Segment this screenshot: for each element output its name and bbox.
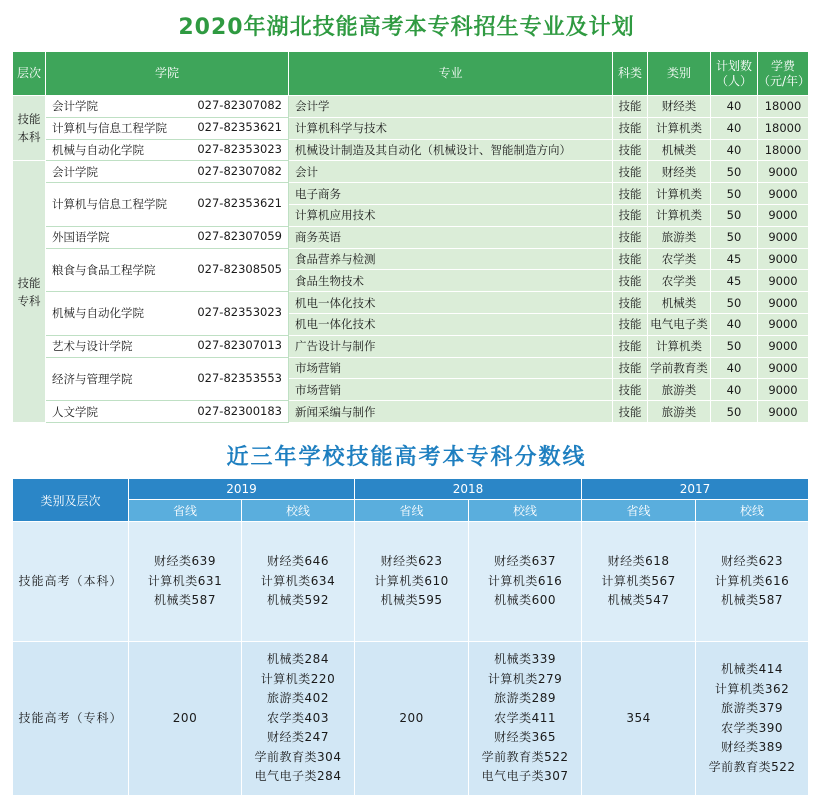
bachelor-label: 技能高考（本科） xyxy=(13,522,129,642)
header-category: 类别 xyxy=(648,52,711,96)
table-row xyxy=(13,139,809,161)
header-year-2018: 2018 xyxy=(355,479,582,500)
enrollment-plan-table xyxy=(12,51,809,423)
category-cell: 财经类 xyxy=(648,96,711,118)
quota-cell: 50 xyxy=(711,183,758,205)
subject-cell: 技能 xyxy=(613,401,648,423)
fee-cell: 9000 xyxy=(758,248,809,270)
junior-label: 技能高考（专科） xyxy=(13,642,129,796)
major-cell: 机电一体化技术 xyxy=(289,313,613,335)
quota-cell: 40 xyxy=(711,357,758,379)
major-cell: 计算机应用技术 xyxy=(289,204,613,226)
fee-cell: 9000 xyxy=(758,183,809,205)
fee-cell: 9000 xyxy=(758,313,809,335)
category-cell: 机械类 xyxy=(648,139,711,161)
category-cell: 计算机类 xyxy=(648,204,711,226)
scores-title: 近三年学校技能高考本专科分数线 xyxy=(226,445,587,470)
subject-cell: 技能 xyxy=(613,292,648,314)
quota-cell: 50 xyxy=(711,226,758,248)
quota-cell: 40 xyxy=(711,96,758,118)
score-cell-2017-provincial: 354 xyxy=(582,642,696,796)
major-cell: 会计 xyxy=(289,161,613,183)
score-cell-2017-school: 机械类414 计算机类362 旅游类379 农学类390 财经类389 学前教育类522 xyxy=(696,642,809,796)
major-cell: 广告设计与制作 xyxy=(289,335,613,357)
college-cell: 计算机与信息工程学院 027-82353621 xyxy=(46,183,289,227)
fee-cell: 18000 xyxy=(758,96,809,118)
fee-cell: 18000 xyxy=(758,139,809,161)
subject-cell: 技能 xyxy=(613,117,648,139)
score-cell-2018-provincial: 财经类623 计算机类610 机械类595 xyxy=(355,522,469,642)
quota-cell: 40 xyxy=(711,313,758,335)
subject-cell: 技能 xyxy=(613,379,648,401)
header-major: 专业 xyxy=(289,52,613,96)
major-cell: 新闻采编与制作 xyxy=(289,401,613,423)
score-cell-2019-school: 机械类284 计算机类220 旅游类402 农学类403 财经类247 学前教育类304 电气电子类284 xyxy=(242,642,355,796)
quota-cell: 40 xyxy=(711,139,758,161)
header-school: 校线 xyxy=(469,500,582,522)
fee-cell: 9000 xyxy=(758,204,809,226)
score-cell-2017-school: 财经类623 计算机类616 机械类587 xyxy=(696,522,809,642)
college-cell: 粮食与食品工程学院 027-82308505 xyxy=(46,248,289,292)
table-row xyxy=(13,96,809,118)
subject-cell: 技能 xyxy=(613,357,648,379)
table-row xyxy=(13,183,809,205)
subject-cell: 技能 xyxy=(613,270,648,292)
major-cell: 机电一体化技术 xyxy=(289,292,613,314)
fee-cell: 9000 xyxy=(758,292,809,314)
major-cell: 市场营销 xyxy=(289,357,613,379)
subject-cell: 技能 xyxy=(613,139,648,161)
subject-cell: 技能 xyxy=(613,248,648,270)
quota-cell: 45 xyxy=(711,270,758,292)
score-cell-2019-school: 财经类646 计算机类634 机械类592 xyxy=(242,522,355,642)
table-row xyxy=(13,161,809,183)
major-cell: 市场营销 xyxy=(289,379,613,401)
header-provincial: 省线 xyxy=(355,500,469,522)
major-cell: 食品生物技术 xyxy=(289,270,613,292)
table-row xyxy=(13,117,809,139)
category-cell: 学前教育类 xyxy=(648,357,711,379)
category-cell: 农学类 xyxy=(648,248,711,270)
college-cell: 艺术与设计学院 027-82307013 xyxy=(46,335,289,357)
level-bachelor: 技能 本科 xyxy=(13,96,46,161)
college-cell: 会计学院 027-82307082 xyxy=(46,161,289,183)
quota-cell: 40 xyxy=(711,117,758,139)
college-cell: 会计学院 027-82307082 xyxy=(46,96,289,118)
score-cell-2018-school: 机械类339 计算机类279 旅游类289 农学类411 财经类365 学前教育类522 电气电子类307 xyxy=(469,642,582,796)
quota-cell: 50 xyxy=(711,161,758,183)
quota-cell: 40 xyxy=(711,379,758,401)
category-cell: 计算机类 xyxy=(648,183,711,205)
score-cell-2019-provincial: 200 xyxy=(129,642,242,796)
major-cell: 会计学 xyxy=(289,96,613,118)
major-cell: 商务英语 xyxy=(289,226,613,248)
table-row xyxy=(13,335,809,357)
level-junior: 技能 专科 xyxy=(13,161,46,423)
header-quota: 计划数 （人） xyxy=(711,52,758,96)
table-row xyxy=(13,357,809,379)
quota-cell: 50 xyxy=(711,204,758,226)
fee-cell: 9000 xyxy=(758,226,809,248)
subject-cell: 技能 xyxy=(613,335,648,357)
score-cell-2018-provincial: 200 xyxy=(355,642,469,796)
major-cell: 计算机科学与技术 xyxy=(289,117,613,139)
college-cell: 外国语学院 027-82307059 xyxy=(46,226,289,248)
plan-title: 2020年湖北技能高考本专科招生专业及计划 xyxy=(178,15,635,40)
header-school: 校线 xyxy=(696,500,809,522)
fee-cell: 9000 xyxy=(758,270,809,292)
subject-cell: 技能 xyxy=(613,313,648,335)
line-type-header-row xyxy=(13,500,809,522)
table-row xyxy=(13,248,809,270)
category-cell: 机械类 xyxy=(648,292,711,314)
quota-cell: 50 xyxy=(711,292,758,314)
fee-cell: 9000 xyxy=(758,161,809,183)
category-cell: 旅游类 xyxy=(648,379,711,401)
category-cell: 电气电子类 xyxy=(648,313,711,335)
table-row xyxy=(13,292,809,314)
category-cell: 旅游类 xyxy=(648,226,711,248)
score-cell-2018-school: 财经类637 计算机类616 机械类600 xyxy=(469,522,582,642)
subject-cell: 技能 xyxy=(613,161,648,183)
quota-cell: 45 xyxy=(711,248,758,270)
table-row xyxy=(13,226,809,248)
subject-cell: 技能 xyxy=(613,226,648,248)
category-cell: 计算机类 xyxy=(648,117,711,139)
score-lines-table xyxy=(12,478,809,796)
major-cell: 食品营养与检测 xyxy=(289,248,613,270)
bachelor-row xyxy=(13,522,809,642)
college-cell: 计算机与信息工程学院 027-82353621 xyxy=(46,117,289,139)
fee-cell: 9000 xyxy=(758,379,809,401)
category-cell: 农学类 xyxy=(648,270,711,292)
score-cell-2017-provincial: 财经类618 计算机类567 机械类547 xyxy=(582,522,696,642)
category-cell: 计算机类 xyxy=(648,335,711,357)
subject-cell: 技能 xyxy=(613,96,648,118)
fee-cell: 18000 xyxy=(758,117,809,139)
category-cell: 旅游类 xyxy=(648,401,711,423)
junior-row xyxy=(13,642,809,796)
header-level: 层次 xyxy=(13,52,46,96)
header-provincial: 省线 xyxy=(129,500,242,522)
header-category-level: 类别及层次 xyxy=(13,479,129,522)
header-provincial: 省线 xyxy=(582,500,696,522)
college-cell: 经济与管理学院 027-82353553 xyxy=(46,357,289,401)
header-year-2017: 2017 xyxy=(582,479,809,500)
subject-cell: 技能 xyxy=(613,204,648,226)
fee-cell: 9000 xyxy=(758,357,809,379)
college-cell: 人文学院 027-82300183 xyxy=(46,401,289,423)
plan-header-row xyxy=(13,52,809,96)
table-row xyxy=(13,401,809,423)
fee-cell: 9000 xyxy=(758,401,809,423)
year-header-row xyxy=(13,479,809,500)
subject-cell: 技能 xyxy=(613,183,648,205)
quota-cell: 50 xyxy=(711,401,758,423)
category-cell: 财经类 xyxy=(648,161,711,183)
college-cell: 机械与自动化学院 027-82353023 xyxy=(46,139,289,161)
quota-cell: 50 xyxy=(711,335,758,357)
major-cell: 电子商务 xyxy=(289,183,613,205)
college-cell: 机械与自动化学院 027-82353023 xyxy=(46,292,289,336)
header-college: 学院 xyxy=(46,52,289,96)
header-school: 校线 xyxy=(242,500,355,522)
fee-cell: 9000 xyxy=(758,335,809,357)
header-year-2019: 2019 xyxy=(129,479,355,500)
header-subject: 科类 xyxy=(613,52,648,96)
major-cell: 机械设计制造及其自动化（机械设计、智能制造方向） xyxy=(289,139,613,161)
header-fee: 学费 （元/年） xyxy=(758,52,809,96)
score-cell-2019-provincial: 财经类639 计算机类631 机械类587 xyxy=(129,522,242,642)
